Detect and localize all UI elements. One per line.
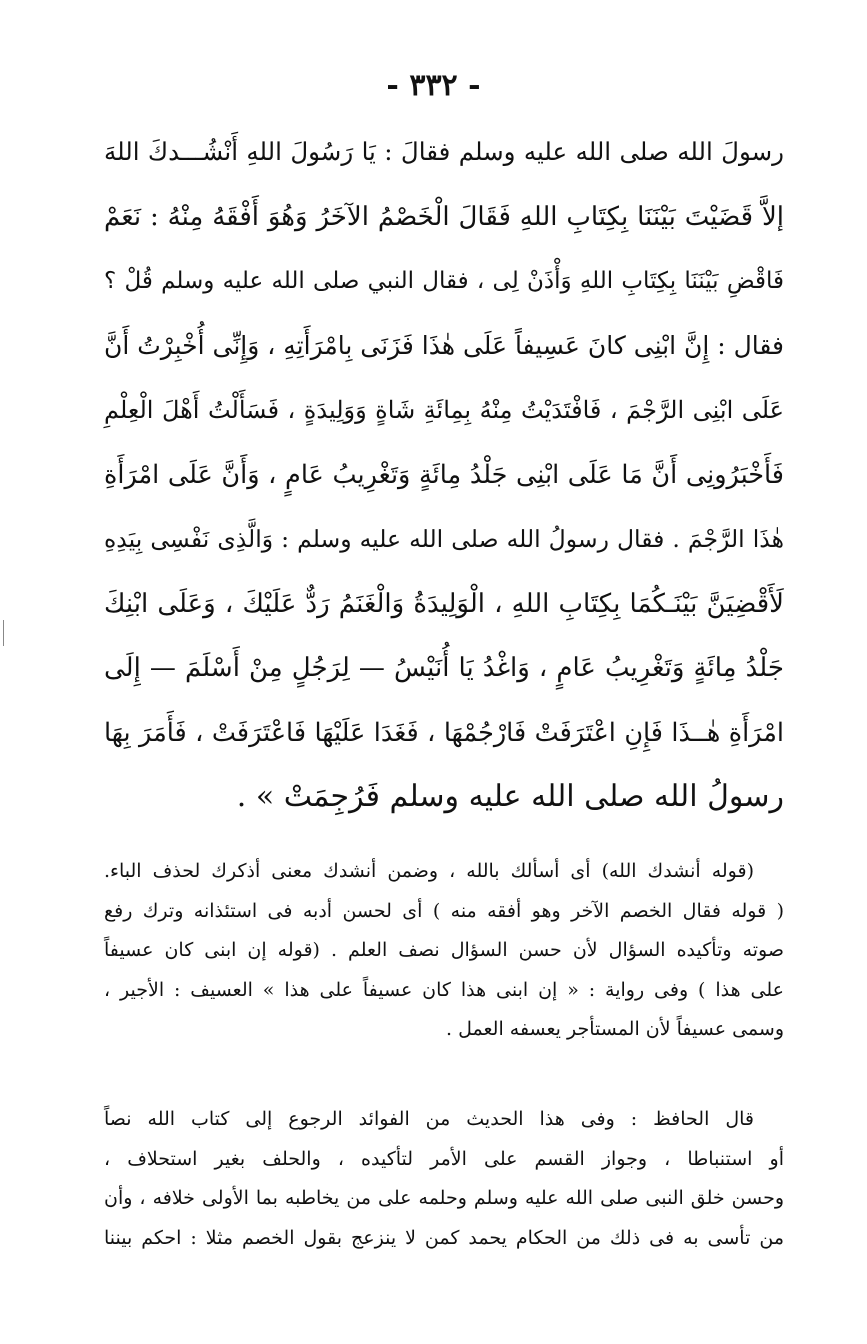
hadith-text-block	[104, 120, 784, 830]
note-line: صوته وتأكيده السؤال لأن حسن السؤال نصف العلم . (قوله إن ابنى كان عسيفاً	[104, 939, 784, 961]
commentary-line: من تأسى به فى ذلك من الحكام يحمد كمن لا ينزعج بقول الخصم مثلا : احكم بيننا	[104, 1226, 784, 1249]
commentary-paragraph	[104, 1100, 784, 1258]
text-line: لَأَقْضِيَنَّ بَيْنَـكُمَا بِكِتَابِ اللهِ ، الْوَلِيدَةُ وَالْغَنَمُ رَدٌّ عَلَيْكَ ، وَعَلَى ابْنِكَ	[104, 588, 785, 619]
text-line: فَاقْضِ بَيْنَنَا بِكِتَابِ اللهِ وَأْذَنْ لِى ، فقال النبي صلى الله عليه وسلم قُلْ ؟	[104, 268, 784, 294]
note-line: على هذا ) وفى رواية : « إن ابنى هذا كان عسيفاً على هذا » العسيف : الأجير ،	[104, 978, 784, 1001]
commentary-line: أو استنباطا ، وجواز القسم على الأمر لتأكيده ، والحلف بغير استحلاف ،	[104, 1147, 784, 1170]
text-line: هٰذَا الرَّجْمَ . فقال رسولُ الله صلى الله عليه وسلم : وَالَّذِى نَفْسِى بِيَدِهِ	[104, 525, 784, 553]
page-number: - ٣٣٢ -	[386, 68, 481, 103]
note-line: ( قوله فقال الخصم الآخر وهو أفقه منه ) أى لحسن أدبه فى استئذانه وترك رفع	[104, 899, 784, 922]
commentary-line: قال الحافظ : وفى هذا الحديث من الفوائد الرجوع إلى كتاب الله نصاً	[104, 1108, 754, 1130]
text-line: رسولَ الله صلى الله عليه وسلم فقالَ : يَا رَسُولَ اللهِ أَنْشُـــدكَ اللهَ	[104, 137, 784, 166]
explanatory-notes	[104, 852, 784, 1050]
text-line: إلاَّ قَضَيْتَ بَيْنَنَا بِكِتَابِ اللهِ فَقَالَ الْخَصْمُ الآخَرُ وَهُوَ أَفْقَهُ مِنْهُ : نَعَمْ	[104, 201, 784, 232]
text-line: امْرَأَةِ هٰــذَا فَإِنِ اعْتَرَفَتْ فَارْجُمْهَا ، فَغَدَا عَلَيْهَا فَاعْتَرَفَتْ ، فَأَمَرَ بِهَا	[104, 717, 784, 748]
text-line: جَلْدُ مِائَةٍ وَتَغْرِيبُ عَامٍ ، وَاغْدُ يَا أُنَيْسُ — لِرَجُلٍ مِنْ أَسْلَمَ — إِلَى	[104, 653, 784, 683]
text-line: عَلَى ابْنِى الرَّجْمَ ، فَافْتَدَيْتُ مِنْهُ بِمِائَةِ شَاةٍ وَوَلِيدَةٍ ، فَسَأَلْتُ أَهْلَ الْعِلْمِ	[104, 396, 784, 424]
note-line: (قوله أنشدك الله) أى أسألك بالله ، وضمن أنشدك معنى أذكرك لحذف الباء.	[104, 860, 754, 882]
note-line: وسمى عسيفاً لأن المستأجر يعسفه العمل .	[446, 1018, 784, 1040]
text-line: فقال : إِنَّ ابْنِى كانَ عَسِيفاً عَلَى هٰذَا فَزَنَى بِامْرَأَتِهِ ، وَإِنِّى أُخْبِرْتُ أَنَّ	[104, 330, 784, 360]
commentary-line: وحسن خلق النبى صلى الله عليه وسلم وحلمه على من يخاطبه بما الأولى خلافه ، وأن	[104, 1187, 785, 1209]
scan-edge-mark	[3, 620, 4, 646]
text-line: فَأَخْبَرُونِى أَنَّ مَا عَلَى ابْنِى جَلْدُ مِائَةٍ وَتَغْرِيبُ عَامٍ ، وَأَنَّ عَلَى امْرَأَةِ	[104, 459, 784, 490]
text-line: رسولُ الله صلى الله عليه وسلم فَرُجِمَتْ » .	[236, 779, 784, 814]
